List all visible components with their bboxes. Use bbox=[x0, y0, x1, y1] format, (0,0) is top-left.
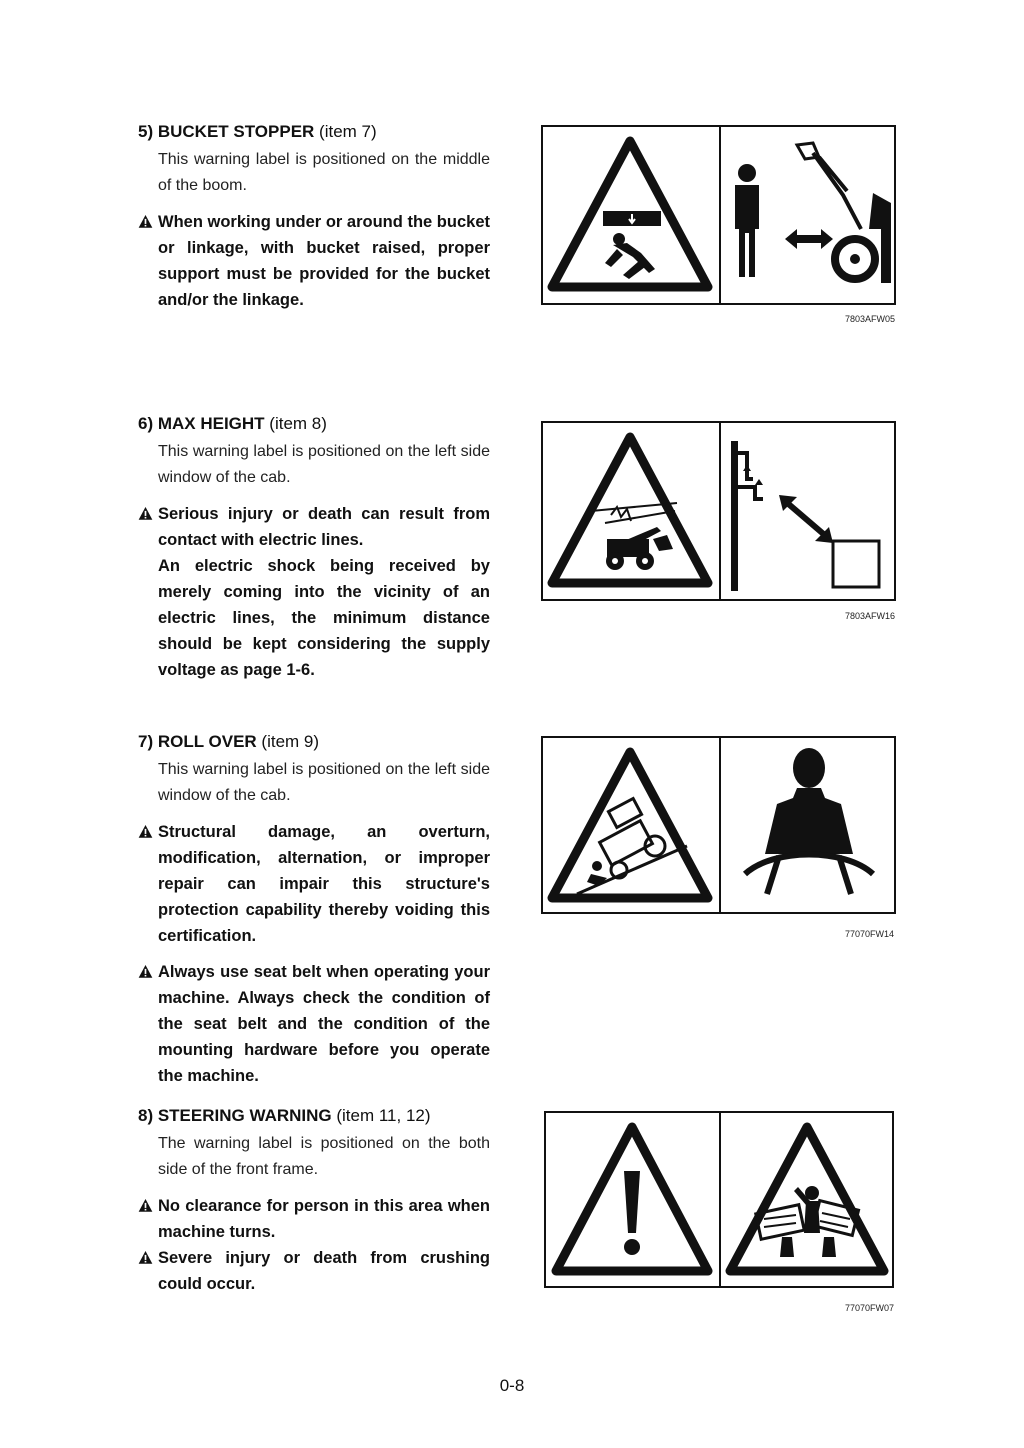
articulation-crush-triangle-icon bbox=[724, 1121, 890, 1279]
warning-text: No clearance for person in this area when machine turns. bbox=[138, 1193, 490, 1245]
roll-over-label-figure bbox=[541, 736, 896, 914]
warning-text: Always use seat belt when operating your machine. Always check the condition of the seat belt and the condition of the mounting hardware before you operate the machine. bbox=[138, 959, 490, 1089]
section-heading bbox=[138, 413, 490, 435]
person-keep-distance-icon bbox=[723, 133, 895, 301]
section-bucket-stopper bbox=[138, 121, 490, 313]
seat-belt-icon bbox=[723, 744, 895, 912]
section-heading bbox=[138, 1105, 490, 1127]
section-item-ref: (item 9) bbox=[256, 732, 320, 751]
exclamation-triangle-icon bbox=[550, 1121, 714, 1279]
section-max-height bbox=[138, 413, 490, 683]
rollover-hazard-triangle-icon bbox=[547, 746, 713, 906]
section-heading bbox=[138, 121, 490, 143]
warning-text: When working under or around the bucket or linkage, with bucket raised, proper support must be provided for the bucket and/or the linkage. bbox=[138, 209, 490, 313]
electrocution-hazard-triangle-icon bbox=[547, 431, 713, 591]
section-steering-warning bbox=[138, 1105, 490, 1297]
section-title: 5) BUCKET STOPPER bbox=[138, 122, 315, 141]
section-item-ref: (item 11, 12) bbox=[331, 1106, 431, 1125]
section-description: This warning label is positioned on the left side window of the cab. bbox=[158, 443, 490, 486]
section-description: This warning label is positioned on the middle of the boom. bbox=[158, 151, 490, 194]
figure-code: 77070FW07 bbox=[845, 1303, 895, 1313]
max-height-label-figure bbox=[541, 421, 896, 601]
section-title: 8) STEERING WARNING bbox=[138, 1106, 332, 1125]
figure-code: 77070FW14 bbox=[845, 929, 895, 939]
figure-code: 7803AFW16 bbox=[845, 611, 896, 621]
section-roll-over bbox=[138, 731, 490, 1089]
warning-icon bbox=[138, 506, 153, 521]
section-title: 6) MAX HEIGHT bbox=[138, 414, 265, 433]
warning-icon bbox=[138, 214, 153, 229]
section-item-ref: (item 7) bbox=[314, 122, 377, 141]
page-number: 0-8 bbox=[499, 1376, 525, 1395]
figure-code: 7803AFW05 bbox=[845, 314, 896, 324]
steering-warning-label-figure bbox=[544, 1111, 894, 1288]
warning-icon bbox=[138, 1198, 153, 1213]
warning-text: Serious injury or death can result from contact with electric lines. An electric shock being received by merely coming into the vicinity of an electric lines, the minimum distance should be kept considering the supply voltage as page 1-6. bbox=[138, 501, 490, 683]
section-title: 7) ROLL OVER bbox=[138, 732, 257, 751]
section-item-ref: (item 8) bbox=[264, 414, 327, 433]
warning-icon bbox=[138, 1250, 153, 1265]
section-heading bbox=[138, 731, 490, 753]
crush-hazard-triangle-icon bbox=[547, 135, 713, 295]
section-description: The warning label is positioned on the both side of the front frame. bbox=[158, 1135, 490, 1178]
warning-icon bbox=[138, 964, 153, 979]
bucket-stopper-label-figure bbox=[541, 125, 896, 305]
warning-text: Structural damage, an overturn, modification, alternation, or improper repair can impair this structure's protection capability thereby voiding this certification. bbox=[138, 819, 490, 949]
warning-text: Severe injury or death from crushing could occur. bbox=[138, 1245, 490, 1297]
power-line-distance-icon bbox=[723, 429, 895, 597]
warning-icon bbox=[138, 824, 153, 839]
section-description: This warning label is positioned on the left side window of the cab. bbox=[158, 761, 490, 804]
